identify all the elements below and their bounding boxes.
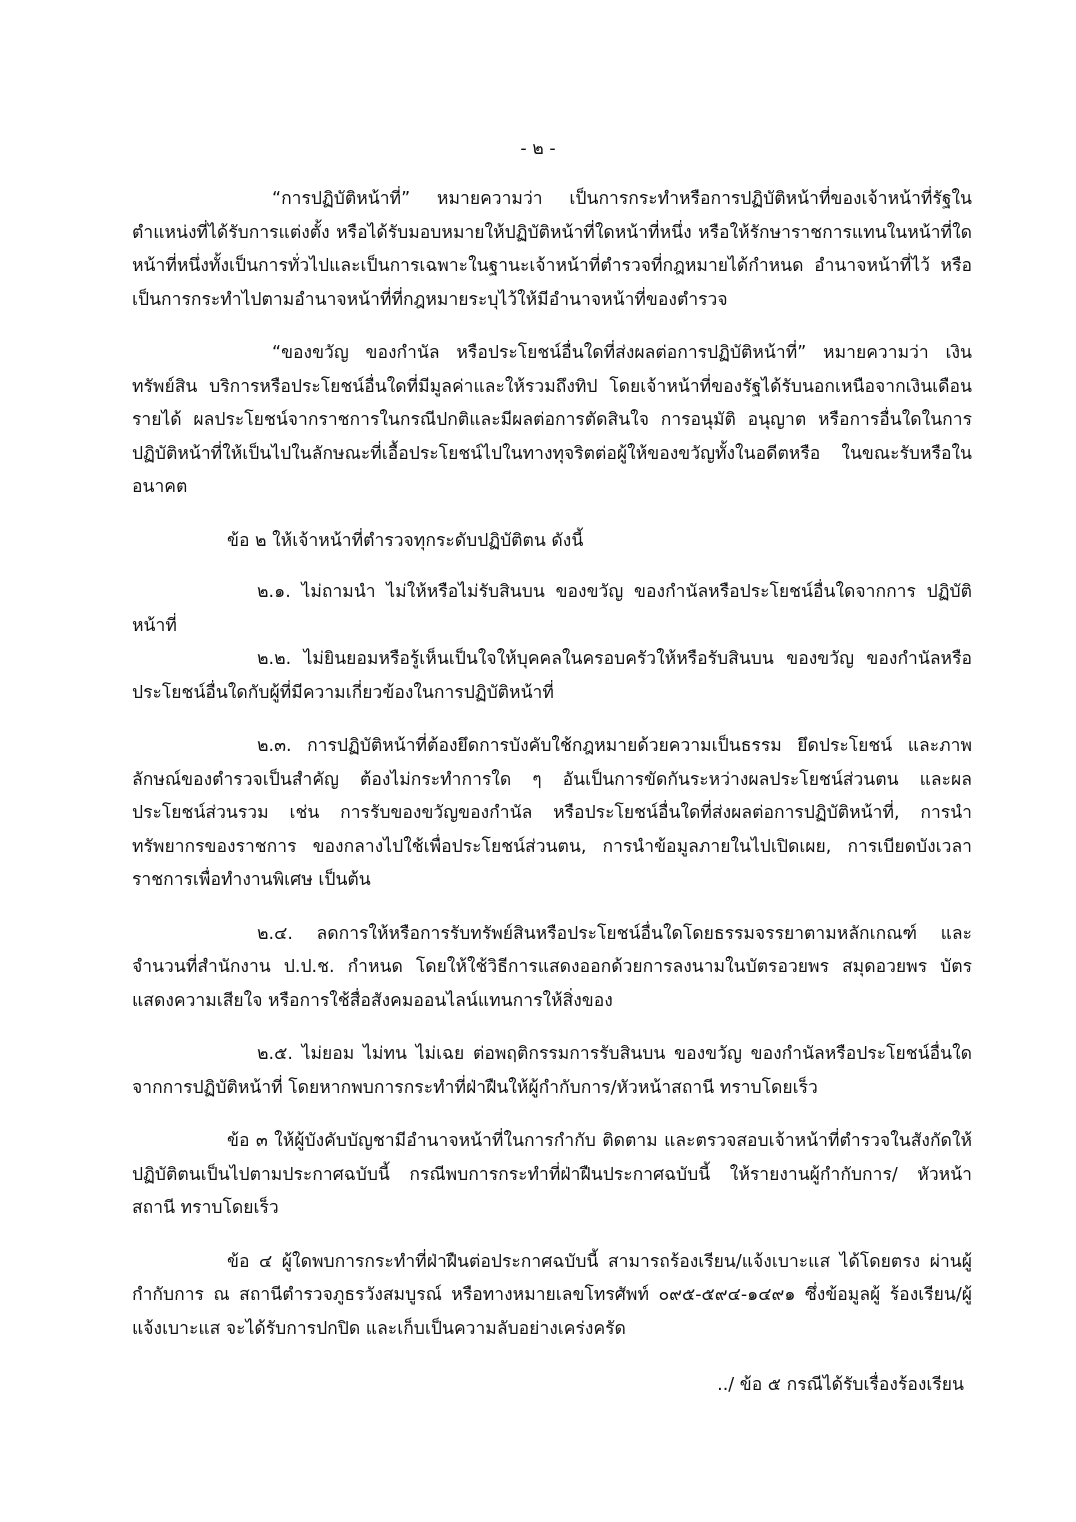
page-number: - ๒ - (520, 139, 556, 159)
definition-gifts-benefits: “ของขวัญ ของกำนัล หรือประโยชน์อื่นใดที่ส่งผลต่อการปฏิบัติหน้าที่” หมายความว่า เงิน ทรัพย์สิน บริการหรือประโยชน์อื่นใดที่มีมูลค่าและให้รวมถึงทิป โดยเจ้าหน้าที่ของรัฐได้รับนอกเหนือจากเงินเดือน รายได้ ผลประโยชน์จากราชการในกรณีปกติและมีผลต่อการตัดสินใจ การอนุมัติ อนุญาต หรือการอื่นใดในการปฏิบัติหน้าที่ให้เป็นไปในลักษณะที่เอื้อประโยชน์ไปในทางทุจริตต่อผู้ให้ของขวัญทั้งในอดีตหรือ ในขณะรับหรือในอนาคต (132, 343, 972, 497)
clause-2-1: ๒.๑. ไม่ถามนำ ไม่ให้หรือไม่รับสินบน ของขวัญ ของกำนัลหรือประโยชน์อื่นใดจากการ ปฏิบัติหน้าที่ (132, 582, 972, 636)
continuation-reference: ../ ข้อ ๕ กรณีได้รับเรื่องร้องเรียน (717, 1375, 964, 1395)
definition-performance-of-duty: “การปฏิบัติหน้าที่” หมายความว่า เป็นการกระทำหรือการปฏิบัติหน้าที่ของเจ้าหน้าที่รัฐในตำแหน่งที่ได้รับการแต่งตั้ง หรือได้รับมอบหมายให้ปฏิบัติหน้าที่ใดหน้าที่หนึ่ง หรือให้รักษาราชการแทนในหน้าที่ใดหน้าที่หนึ่งทั้งเป็นการทั่วไปและเป็นการเฉพาะในฐานะเจ้าหน้าที่ตำรวจที่กฎหมายได้กำหนด อำนาจหน้าที่ไว้ หรือเป็นการกระทำไปตามอำนาจหน้าที่ที่กฎหมายระบุไว้ให้มีอำนาจหน้าที่ของตำรวจ (132, 189, 972, 310)
clause-2-3: ๒.๓. การปฏิบัติหน้าที่ต้องยึดการบังคับใช้กฎหมายด้วยความเป็นธรรม ยึดประโยชน์ และภาพลักษณ์ของตำรวจเป็นสำคัญ ต้องไม่กระทำการใด ๆ อันเป็นการขัดกันระหว่างผลประโยชน์ส่วนตน และผลประโยชน์ส่วนรวม เช่น การรับของขวัญของกำนัล หรือประโยชน์อื่นใดที่ส่งผลต่อการปฏิบัติหน้าที่, การนำทรัพยากรของราชการ ของกลางไปใช้เพื่อประโยชน์ส่วนตน, การนำข้อมูลภายในไปเปิดเผย, การเบียดบังเวลาราชการเพื่อทำงานพิเศษ เป็นต้น (132, 736, 972, 890)
document-body (132, 183, 972, 1346)
clause-4: ข้อ ๔ ผู้ใดพบการกระทำที่ฝ่าฝืนต่อประกาศฉบับนี้ สามารถร้องเรียน/แจ้งเบาะแส ได้โดยตรง ผ่านผู้กำกับการ ณ สถานีตำรวจภูธรวังสมบูรณ์ หรือทางหมายเลขโทรศัพท์ ๐๙๕-๕๙๔-๑๔๙๑ ซึ่งข้อมูลผู้ ร้องเรียน/ผู้แจ้งเบาะแส จะได้รับการปกปิด และเก็บเป็นความลับอย่างเคร่งครัด (132, 1251, 972, 1339)
clause-2-5: ๒.๕. ไม่ยอม ไม่ทน ไม่เฉย ต่อพฤติกรรมการรับสินบน ของขวัญ ของกำนัลหรือประโยชน์อื่นใดจากการปฏิบัติหน้าที่ โดยหากพบการกระทำที่ฝ่าฝืนให้ผู้กำกับการ/หัวหน้าสถานี ทราบโดยเร็ว (132, 1044, 972, 1098)
clause-2-2: ๒.๒. ไม่ยินยอมหรือรู้เห็นเป็นใจให้บุคคลในครอบครัวให้หรือรับสินบน ของขวัญ ของกำนัลหรือประโยชน์อื่นใดกับผู้ที่มีความเกี่ยวข้องในการปฏิบัติหน้าที่ (132, 649, 972, 703)
clause-3: ข้อ ๓ ให้ผู้บังคับบัญชามีอำนาจหน้าที่ในการกำกับ ติดตาม และตรวจสอบเจ้าหน้าที่ตำรวจในสังกัดให้ปฏิบัติตนเป็นไปตามประกาศฉบับนี้ กรณีพบการกระทำที่ฝ่าฝืนประกาศฉบับนี้ ให้รายงานผู้กำกับการ/ หัวหน้าสถานี ทราบโดยเร็ว (132, 1131, 972, 1218)
clause-2-4: ๒.๔. ลดการให้หรือการรับทรัพย์สินหรือประโยชน์อื่นใดโดยธรรมจรรยาตามหลักเกณฑ์ และจำนวนที่สำนักงาน ป.ป.ช. กำหนด โดยให้ใช้วิธีการแสดงออกด้วยการลงนามในบัตรอวยพร สมุดอวยพร บัตรแสดงความเสียใจ หรือการใช้สื่อสังคมออนไลน์แทนการให้สิ่งของ (132, 923, 972, 1011)
clause-2-heading: ข้อ ๒ ให้เจ้าหน้าที่ตำรวจทุกระดับปฏิบัติตน ดังนี้ (227, 530, 584, 551)
